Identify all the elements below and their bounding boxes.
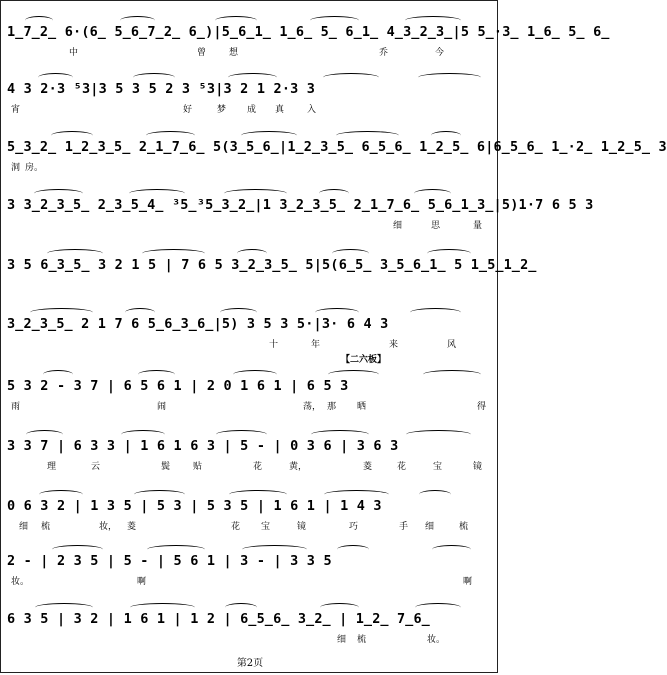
lyric-char: 花 <box>253 462 263 472</box>
lyric-char: 思 <box>431 221 441 231</box>
notation-text: 5 3 2 - 3 7 | 6 5 6 1 | 2 0 1 6 1 | 6 5 3 <box>7 378 349 394</box>
lyric-char: 想 <box>229 48 239 58</box>
notation-text: 3̲2̲3̲5̲ 2 1 7 6 5̲6̲3̲6̲|5) 3 5 3 5·|3· 6 4 3 <box>7 316 389 332</box>
lyric-char: 风 <box>447 340 457 350</box>
lyric-char: 晒 <box>357 402 367 412</box>
lyric-char: 梳 <box>41 522 51 532</box>
slur-mark <box>39 490 83 499</box>
lyric-char: 啊 <box>137 577 147 587</box>
slur-mark <box>237 249 267 258</box>
notation-text: 3 3̲2̲3̲5̲ 2̲3̲5̲4̲ ³5̲³5̲3̲2̲|1 3̲2̲3̲5̲ 2̲1̲7̲6̲ 5̲6̲1̲3̲|5)1·7 6 5 3 <box>7 197 594 213</box>
slur-mark <box>30 308 93 317</box>
lyric-char: 得 <box>477 402 487 412</box>
notation-text: 5̲3̲2̲ 1̲2̲3̲5̲ 2̲1̲7̲6̲ 5(3̲5̲6̲|1̲2̲3̲5̲ 6̲5̲6̲ 1̲2̲5̲ 6|6̲5̲6̲ 1̲·2̲ 1̲2̲5̲ 3 <box>7 139 667 155</box>
lyric-char: 细 <box>337 635 347 645</box>
lyric-char: 成 <box>247 105 257 115</box>
slur-mark <box>129 189 185 198</box>
lyric-char: 妆。 <box>427 635 446 645</box>
slur-mark <box>138 370 175 379</box>
slur-mark <box>315 308 359 317</box>
lyric-char: 曾 <box>197 48 207 58</box>
lyric-char: 妆， <box>99 522 118 532</box>
lyric-char: 菱 <box>363 462 373 472</box>
slur-mark <box>216 430 267 439</box>
slur-mark <box>146 131 195 140</box>
lyric-char: 理 <box>47 462 57 472</box>
notation-text: 4 3 2·3 ⁵3|3 5 3 5 2 3 ⁵3|3 2 1 2·3 3 <box>7 81 316 97</box>
slur-mark <box>220 308 257 317</box>
slur-mark <box>414 189 451 198</box>
slur-mark <box>432 545 471 554</box>
slur-mark <box>336 131 399 140</box>
lyric-char: 量 <box>473 221 483 231</box>
slur-mark <box>142 249 205 258</box>
lyric-char: 鬓 <box>161 462 171 472</box>
slur-mark <box>311 430 369 439</box>
lyric-char: 云 <box>91 462 101 472</box>
slur-mark <box>147 545 205 554</box>
slur-mark <box>419 490 451 499</box>
slur-mark <box>324 490 389 499</box>
lyric-char: 黄， <box>289 462 308 472</box>
slur-mark <box>228 73 277 82</box>
lyric-char: 细 <box>425 522 435 532</box>
slur-mark <box>418 73 481 82</box>
lyric-char: 洞 <box>11 163 21 173</box>
slur-mark <box>26 430 63 439</box>
slur-mark <box>406 430 471 439</box>
slur-mark <box>34 189 83 198</box>
slur-mark <box>134 490 185 499</box>
lyric-char: 手 <box>399 522 409 532</box>
lyric-char: 宵 <box>11 105 21 115</box>
lyric-char: 贴 <box>193 462 203 472</box>
slur-mark <box>43 370 73 379</box>
slur-mark <box>427 249 471 258</box>
slur-mark <box>310 16 359 25</box>
lyric-char: 细 <box>393 221 403 231</box>
slur-mark <box>215 16 257 25</box>
slur-mark <box>410 308 461 317</box>
lyric-char: 菱 <box>127 522 137 532</box>
lyric-char: 雨 <box>11 402 21 412</box>
slur-mark <box>121 430 165 439</box>
lyric-char: 年 <box>311 340 321 350</box>
notation-text: 6 3 5 | 3 2 | 1 6 1 | 1 2 | 6̲5̲6̲ 3̲2̲ | 1̲2̲ 7̲6̲ <box>7 611 430 627</box>
slur-mark <box>320 603 359 612</box>
lyric-char: 妆。 <box>11 577 30 587</box>
lyric-char: 闹 <box>157 402 167 412</box>
lyric-char: 花 <box>397 462 407 472</box>
lyric-char: 那 <box>327 402 337 412</box>
slur-mark <box>405 16 461 25</box>
lyric-char: 今 <box>435 48 445 58</box>
lyric-char: 梦 <box>217 105 227 115</box>
slur-mark <box>337 545 369 554</box>
slur-mark <box>323 73 379 82</box>
slur-mark <box>120 16 155 25</box>
slur-mark <box>38 73 73 82</box>
slur-mark <box>52 545 103 554</box>
lyric-char: 乔 <box>379 48 389 58</box>
lyric-char: 镜 <box>473 462 483 472</box>
notation-text: 0 6 3 2 | 1 3 5 | 5 3 | 5 3 5 | 1 6 1 | 1 4 3 <box>7 498 382 514</box>
slur-mark <box>415 603 461 612</box>
lyric-char: 梳 <box>459 522 469 532</box>
lyric-char: 宝 <box>433 462 443 472</box>
lyric-char: 花 <box>231 522 241 532</box>
slur-mark <box>224 189 287 198</box>
slur-mark <box>423 370 481 379</box>
lyric-char: 镜 <box>297 522 307 532</box>
slur-mark <box>229 490 287 499</box>
slur-mark <box>133 73 175 82</box>
slur-mark <box>319 189 349 198</box>
lyric-char: 真 <box>275 105 285 115</box>
slur-mark <box>225 603 257 612</box>
slur-mark <box>233 370 277 379</box>
notation-text: 3 5 6̲3̲5̲ 3 2 1 5 | 7 6 5 3̲2̲3̲5̲ 5|5(6̲5̲ 3̲5̲6̲1̲ 5 1̲5̲1̲2̲ <box>7 257 537 273</box>
slur-mark <box>47 249 103 258</box>
lyric-char: 荡， <box>303 402 322 412</box>
lyric-char: 入 <box>307 105 317 115</box>
notation-text: 1̲7̲2̲ 6·(6̲ 5̲6̲7̲2̲ 6̲)|5̲6̲1̲ 1̲6̲ 5̲ 6̲1̲ 4̲3̲2̲3̲|5 5̲·3̲ 1̲6̲ 5̲ 6̲ <box>7 24 610 40</box>
slur-mark <box>242 545 307 554</box>
slur-mark <box>51 131 93 140</box>
lyric-char: 房。 <box>25 163 44 173</box>
slur-mark <box>241 131 297 140</box>
slur-mark <box>130 603 195 612</box>
lyric-char: 啊 <box>463 577 473 587</box>
slur-mark <box>25 16 53 25</box>
lyric-char: 宝 <box>261 522 271 532</box>
lyric-char: 中 <box>69 48 79 58</box>
lyric-char: 来 <box>389 340 399 350</box>
notation-text: 3 3 7 | 6 3 3 | 1 6 1 6 3 | 5 - | 0 3 6 | 3 6 3 <box>7 438 399 454</box>
slur-mark <box>431 131 461 140</box>
slur-mark <box>328 370 379 379</box>
lyric-char: 十 <box>269 340 279 350</box>
notation-text: 2 - | 2 3 5 | 5 - | 5 6 1 | 3 - | 3 3 5 <box>7 553 332 569</box>
section-marker: 【二六板】 <box>341 355 387 365</box>
lyric-char: 巧 <box>349 522 359 532</box>
lyric-char: 好 <box>183 105 193 115</box>
slur-mark <box>125 308 155 317</box>
slur-mark <box>332 249 369 258</box>
lyric-char: 梳 <box>357 635 367 645</box>
page-number: 第2页 <box>236 658 264 669</box>
slur-mark <box>35 603 93 612</box>
lyric-char: 细 <box>19 522 29 532</box>
